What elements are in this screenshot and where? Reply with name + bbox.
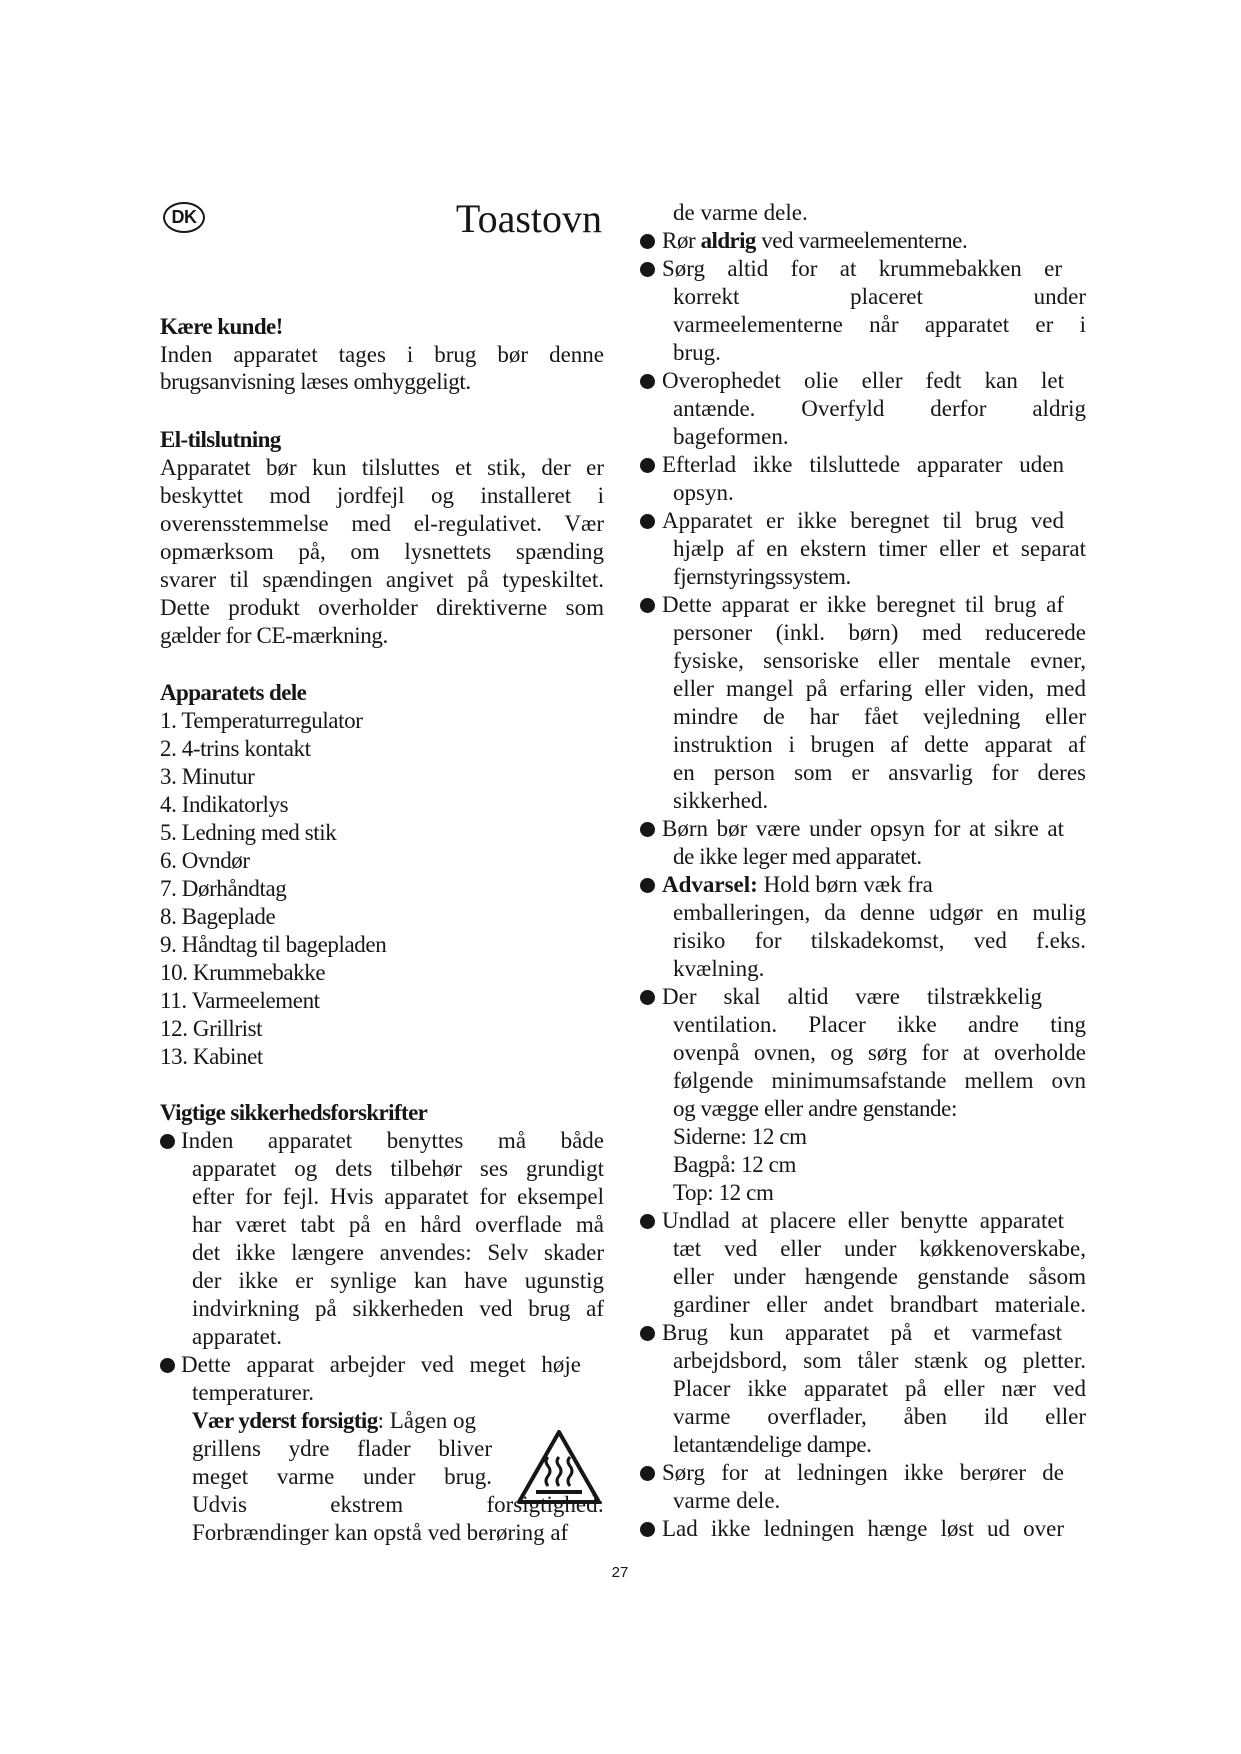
safety-line: følgende minimumsafstande mellem ovn xyxy=(673,1068,1086,1093)
safety-line: ovenpå ovnen, og sørg for at overholde xyxy=(673,1040,1086,1065)
bullet-icon xyxy=(160,1134,175,1149)
safety-line: antænde. Overfyld derfor aldrig xyxy=(673,396,1086,421)
parts-list-item: 1. Temperaturregulator xyxy=(160,708,363,733)
safety-line: Brug kun apparatet på et varmefast xyxy=(662,1320,1062,1345)
safety-line: fjernstyringssystem. xyxy=(673,564,851,589)
parts-list-item: 2. 4-trins kontakt xyxy=(160,736,311,761)
hot-surface-warning-icon xyxy=(516,1428,602,1506)
parts-list-item: 13. Kabinet xyxy=(160,1044,263,1069)
parts-list-item: 9. Håndtag til bagepladen xyxy=(160,932,387,957)
safety-line: Overophedet olie eller fedt kan let xyxy=(662,368,1064,393)
safety-line: Apparatet er ikke beregnet til brug ved xyxy=(662,508,1064,533)
safety-line: eller under hængende genstande såsom xyxy=(673,1264,1086,1289)
safety-line: varme dele. xyxy=(673,1488,781,1513)
safety-line: Børn bør være under opsyn for at sikre at xyxy=(662,816,1064,841)
electrical-line: Dette produkt overholder direktiverne som xyxy=(160,595,604,620)
safety-line: og vægge eller andre genstande: xyxy=(673,1096,957,1121)
safety-line: apparatet. xyxy=(192,1324,283,1349)
intro-line: brugsanvisning læses omhyggeligt. xyxy=(160,369,471,394)
safety-line: hjælp af en ekstern timer eller et separat xyxy=(673,536,1086,561)
electrical-heading: El-tilslutning xyxy=(160,427,281,452)
parts-heading: Apparatets dele xyxy=(160,680,307,705)
safety-line: letantændelige dampe. xyxy=(673,1432,872,1457)
safety-line: indvirkning på sikkerheden ved brug af xyxy=(192,1296,604,1321)
parts-list-item: 5. Ledning med stik xyxy=(160,820,337,845)
parts-list-item: 7. Dørhåndtag xyxy=(160,876,287,901)
caution-line xyxy=(192,1407,476,1435)
safety-line: mindre de har fået vejledning eller xyxy=(673,704,1086,729)
intro-line: Inden apparatet tages i brug bør denne xyxy=(160,342,604,367)
continued-line: de varme dele. xyxy=(673,200,808,225)
safety-line: Efterlad ikke tilsluttede apparater uden xyxy=(662,452,1064,477)
page-title: Toastovn xyxy=(455,196,602,241)
caution-label: Vær yderst forsigtig xyxy=(192,1408,378,1433)
safety-line: temperaturer. xyxy=(192,1380,314,1405)
safety-line: korrekt placeret under xyxy=(673,284,1086,309)
bullet-icon xyxy=(640,234,655,249)
safety-line: varmeelementerne når apparatet er i xyxy=(673,312,1086,337)
safety-line: Sørg for at ledningen ikke berører de xyxy=(662,1460,1064,1485)
country-code-badge: DK xyxy=(163,202,205,233)
bullet-icon xyxy=(160,1358,175,1373)
bullet-icon xyxy=(640,878,655,893)
page-number: 27 xyxy=(611,1564,629,1581)
parts-list-item: 11. Varmeelement xyxy=(160,988,320,1013)
bullet-icon xyxy=(640,1466,655,1481)
bullet-icon xyxy=(640,458,655,473)
safety-line: Dette apparat er ikke beregnet til brug af xyxy=(662,592,1064,617)
parts-list-item: 4. Indikatorlys xyxy=(160,792,289,817)
caution-line: meget varme under brug. xyxy=(192,1464,492,1489)
safety-line: Placer ikke apparatet på eller nær ved xyxy=(673,1376,1086,1401)
safety-line: Advarsel: Hold børn væk fra xyxy=(662,872,933,897)
bullet-icon xyxy=(640,1522,655,1537)
safety-line: Dette apparat arbejder ved meget høje xyxy=(181,1352,581,1377)
safety-line: Der skal altid være tilstrækkelig xyxy=(662,984,1042,1009)
caution-line: Forbrændinger kan opstå ved berøring af xyxy=(192,1520,569,1545)
electrical-line: svarer til spændingen angivet på typeskiltet. xyxy=(160,567,604,592)
safety-heading: Vigtige sikkerhedsforskrifter xyxy=(160,1100,428,1125)
parts-list-item: 6. Ovndør xyxy=(160,848,250,873)
safety-line: sikkerhed. xyxy=(673,788,769,813)
parts-list-item: 3. Minutur xyxy=(160,764,255,789)
clearance-sides: Siderne: 12 cm xyxy=(673,1124,807,1149)
bullet-icon xyxy=(640,514,655,529)
bullet-icon xyxy=(640,822,655,837)
safety-line: fysiske, sensoriske eller mentale evner, xyxy=(673,648,1086,673)
safety-line: ventilation. Placer ikke andre ting xyxy=(673,1012,1086,1037)
caution-line: grillens ydre flader bliver xyxy=(192,1436,492,1461)
safety-line: eller mangel på erfaring eller viden, med xyxy=(673,676,1086,701)
bullet-icon xyxy=(640,1214,655,1229)
safety-line: brug. xyxy=(673,340,721,365)
bullet-icon xyxy=(640,598,655,613)
electrical-line: gælder for CE-mærkning. xyxy=(160,623,388,648)
emphasis-never: aldrig xyxy=(700,228,756,253)
caution-line: Udvis ekstrem forsigtighed: xyxy=(192,1492,604,1517)
safety-line: Rør aldrig ved varmeelementerne. xyxy=(662,228,968,253)
safety-line: Sørg altid for at krummebakken er xyxy=(662,256,1062,281)
safety-line: Lad ikke ledningen hænge løst ud over xyxy=(662,1516,1064,1541)
bullet-icon xyxy=(640,262,655,277)
caution-rest: : Lågen og xyxy=(377,1408,476,1433)
safety-line: kvælning. xyxy=(673,956,765,981)
safety-line: tæt ved eller under køkkenoverskabe, xyxy=(673,1236,1086,1261)
electrical-line: overensstemmelse med el-regulativet. Vær xyxy=(160,511,604,536)
safety-line: emballeringen, da denne udgør en mulig xyxy=(673,900,1086,925)
safety-line: varme overflader, åben ild eller xyxy=(673,1404,1086,1429)
safety-line: Inden apparatet benyttes må både xyxy=(181,1128,604,1153)
safety-line: bageformen. xyxy=(673,424,789,449)
safety-line: gardiner eller andet brandbart materiale. xyxy=(673,1292,1086,1317)
electrical-line: beskyttet mod jordfejl og installeret i xyxy=(160,483,604,508)
safety-line: apparatet og dets tilbehør ses grundigt xyxy=(192,1156,604,1181)
safety-line: personer (inkl. børn) med reducerede xyxy=(673,620,1086,645)
electrical-line: opmærksom på, om lysnettets spænding xyxy=(160,539,604,564)
parts-list-item: 8. Bageplade xyxy=(160,904,276,929)
parts-list-item: 12. Grillrist xyxy=(160,1016,263,1041)
safety-line: der ikke er synlige kan have ugunstig xyxy=(192,1268,604,1293)
bullet-icon xyxy=(640,990,655,1005)
safety-line: Undlad at placere eller benytte apparatet xyxy=(662,1208,1064,1233)
safety-line: de ikke leger med apparatet. xyxy=(673,844,922,869)
safety-line: risiko for tilskadekomst, ved f.eks. xyxy=(673,928,1086,953)
parts-list-item: 10. Krummebakke xyxy=(160,960,326,985)
bullet-icon xyxy=(640,374,655,389)
warning-label: Advarsel: xyxy=(662,872,758,897)
safety-line: det ikke længere anvendes: Selv skader xyxy=(192,1240,604,1265)
safety-line: en person som er ansvarlig for deres xyxy=(673,760,1086,785)
safety-line: arbejdsbord, som tåler stænk og pletter. xyxy=(673,1348,1086,1373)
safety-line: opsyn. xyxy=(673,480,734,505)
electrical-line: Apparatet bør kun tilsluttes et stik, der er xyxy=(160,455,604,480)
safety-line: instruktion i brugen af dette apparat af xyxy=(673,732,1086,757)
clearance-back: Bagpå: 12 cm xyxy=(673,1152,796,1177)
clearance-top: Top: 12 cm xyxy=(673,1180,774,1205)
safety-line: har været tabt på en hård overflade må xyxy=(192,1212,604,1237)
greeting-heading: Kære kunde! xyxy=(160,314,283,339)
safety-line: efter for fejl. Hvis apparatet for eksempel xyxy=(192,1184,604,1209)
bullet-icon xyxy=(640,1326,655,1341)
